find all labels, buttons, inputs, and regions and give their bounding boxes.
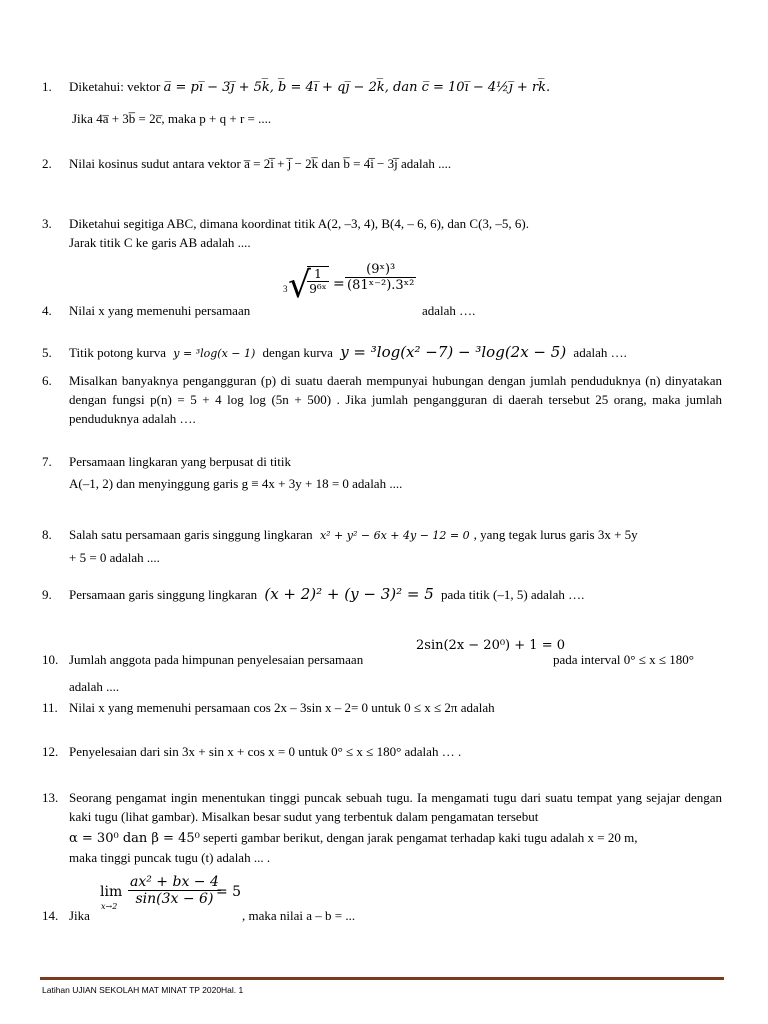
question-text: Diketahui: vektor bbox=[69, 79, 164, 94]
question-number: 14. bbox=[42, 908, 59, 923]
angle-values: α = 30⁰ dan β = 45⁰ bbox=[69, 831, 200, 846]
question-math: a̅ = pi̅ − 3j̅ + 5k̅, b̅ = 4i̅ + qj̅ − 2k̅, dan c̅ = 10i̅ − 4½j̅ + rk̅. bbox=[163, 80, 551, 95]
question-4-tail: adalah …. bbox=[422, 303, 476, 318]
question-text: Penyelesaian dari sin 3x + sin x + cos x = 0 untuk 0° ≤ x ≤ 180° adalah … . bbox=[69, 744, 462, 759]
question-11 bbox=[42, 698, 722, 717]
root-numerator: 1 bbox=[307, 267, 329, 282]
question-14 bbox=[42, 906, 722, 925]
question-text: pada titik (–1, 5) adalah …. bbox=[441, 587, 585, 602]
question-number: 6. bbox=[42, 373, 52, 388]
question-number: 4. bbox=[42, 303, 52, 318]
question-9 bbox=[42, 585, 722, 604]
question-8 bbox=[42, 525, 722, 567]
question-2 bbox=[42, 154, 722, 173]
question-13 bbox=[42, 788, 722, 867]
question-number: 1. bbox=[42, 79, 52, 94]
question-number: 11. bbox=[42, 700, 58, 715]
question-text: Jumlah anggota pada himpunan penyelesaian persamaan bbox=[69, 652, 364, 667]
root-denominator: 9⁶ˣ bbox=[309, 282, 327, 296]
question-12 bbox=[42, 742, 722, 761]
circle-equation: (x + 2)² + (y − 3)² = 5 bbox=[264, 585, 434, 603]
question-14-tail: , maka nilai a – b = ... bbox=[242, 908, 356, 923]
question-6 bbox=[42, 371, 722, 428]
question-text: seperti gambar berikut, dengan jarak pengamat terhadap kaki tugu adalah x = 20 m, bbox=[199, 830, 638, 845]
question-text: Nilai x yang memenuhi persamaan cos 2x – 3sin x – 2= 0 untuk 0 ≤ x ≤ 2π adalah bbox=[69, 700, 495, 715]
fraction-denominator: (81ˣ⁻²).3ˣ² bbox=[347, 278, 415, 293]
fraction-numerator: (9ˣ)³ bbox=[345, 262, 416, 278]
question-text: Persamaan garis singgung lingkaran bbox=[69, 587, 258, 602]
question-number: 3. bbox=[42, 216, 52, 231]
question-5 bbox=[42, 343, 722, 363]
question-text: Seorang pengamat ingin menentukan tinggi puncak sebuah tugu. Ia mengamati tugu dari suatu tempat yang sejajar dengan kaki tugu (lihat gambar). Misalkan besar sudut yang terbentuk dalam pengamatan tersebut bbox=[69, 790, 722, 824]
limit-label: lim bbox=[100, 884, 123, 900]
limit-numerator: ax² + bx − 4 bbox=[130, 874, 219, 890]
question-text: Titik potong kurva bbox=[69, 345, 167, 360]
question-number: 12. bbox=[42, 744, 59, 759]
question-number: 10. bbox=[42, 652, 59, 667]
question-text: Misalkan banyaknya pengangguran (p) di suatu daerah mempunyai hubungan dengan jumlah penduduknya (n) dinyatakan dengan fungsi p(n) = 5 + 4 log log (5n + 500) . Jika jumlah pengangguran di daerah tersebut 25 orang, maka jumlah penduduknya adalah …. bbox=[69, 373, 722, 426]
limit-denominator: sin(3x − 6) bbox=[135, 891, 214, 907]
question-text: dengan kurva bbox=[262, 345, 333, 360]
question-text: Jarak titik C ke garis AB adalah .... bbox=[69, 235, 251, 250]
question-text: , yang tegak lurus garis 3x + 5y bbox=[473, 527, 638, 542]
question-10-tail: pada interval 0° ≤ x ≤ 180° bbox=[553, 652, 694, 667]
question-1 bbox=[42, 77, 722, 128]
circle-equation: x² + y² − 6x + 4y − 12 = 0 bbox=[319, 529, 470, 542]
question-number: 2. bbox=[42, 156, 52, 171]
question-text: maka tinggi puncak tugu (t) adalah ... . bbox=[69, 850, 271, 865]
question-text: A(–1, 2) dan menyinggung garis g ≡ 4x + 3y + 18 = 0 adalah .... bbox=[69, 476, 403, 491]
question-text: Nilai x yang memenuhi persamaan bbox=[69, 303, 251, 318]
question-text: + 5 = 0 adalah .... bbox=[69, 550, 160, 565]
footer-divider bbox=[40, 977, 724, 980]
curve-equation-2: y = ³log(x² −7) − ³log(2x − 5) bbox=[340, 343, 567, 361]
question-text: adalah .... bbox=[69, 679, 120, 694]
question-number: 7. bbox=[42, 454, 52, 469]
question-3 bbox=[42, 214, 722, 252]
equation-4: 3 √ $\frac{1}{\text{9⁶ˣ}}$ = $\frac{\text{(9ˣ)³}}{\text{(81ˣ⁻²).3ˣ²}}$ bbox=[283, 262, 415, 306]
question-text: Jika bbox=[69, 908, 90, 923]
question-number: 9. bbox=[42, 587, 52, 602]
question-text: Nilai kosinus sudut antara vektor a̅ = 2i̅ + j̅ − 2k̅ dan b̅ = 4i̅ − 3j̅ adalah .... bbox=[69, 156, 452, 171]
trig-equation: 2sin(2x − 20⁰) + 1 = 0 bbox=[416, 638, 565, 653]
question-number: 5. bbox=[42, 345, 52, 360]
question-number: 13. bbox=[42, 790, 59, 805]
question-text: adalah …. bbox=[573, 345, 627, 360]
limit-subscript: x→2 bbox=[101, 902, 118, 911]
question-7 bbox=[42, 452, 722, 493]
limit-value: = 5 bbox=[216, 884, 242, 900]
question-text: Jika 4a̅ + 3b̅ = 2c̅, maka p + q + r = .... bbox=[72, 111, 272, 126]
curve-equation-1: y = ³log(x − 1) bbox=[173, 347, 256, 360]
question-text: Diketahui segitiga ABC, dimana koordinat titik A(2, –3, 4), B(4, – 6, 6), dan C(3, –5, 6). bbox=[69, 216, 530, 231]
question-number: 8. bbox=[42, 527, 52, 542]
question-text: Salah satu persamaan garis singgung lingkaran bbox=[69, 527, 313, 542]
page-footer: Latihan UJIAN SEKOLAH MAT MINAT TP 2020Hal. 1 bbox=[42, 985, 244, 995]
question-text: Persamaan lingkaran yang berpusat di titik bbox=[69, 454, 292, 469]
